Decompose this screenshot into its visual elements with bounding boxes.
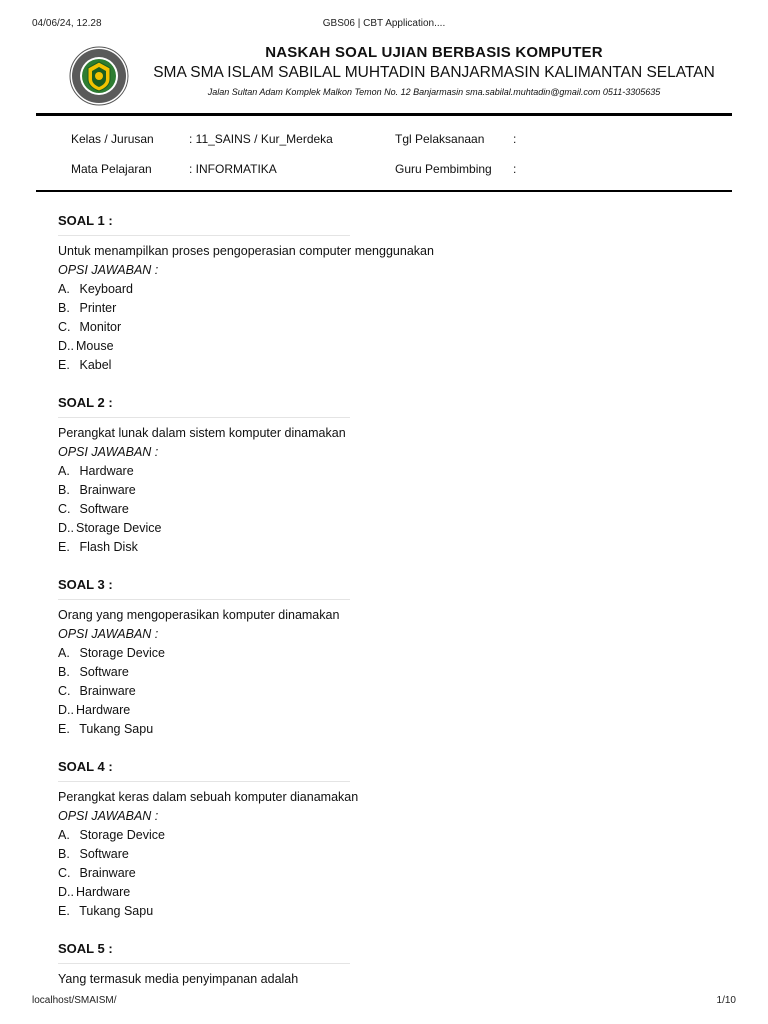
option-letter: C. xyxy=(58,684,71,698)
guru-value: : xyxy=(513,162,517,176)
school-emblem-icon xyxy=(69,46,129,106)
option-text: Monitor xyxy=(79,320,122,334)
question-block xyxy=(58,939,718,989)
question-divider xyxy=(58,599,350,600)
option-letter: C. xyxy=(58,320,71,334)
option-text: Brainware xyxy=(79,866,136,880)
option-text: Flash Disk xyxy=(79,540,138,554)
print-page-number: 1/10 xyxy=(716,995,736,1006)
option-text: Hardware xyxy=(79,464,134,478)
option-letter: E. xyxy=(58,358,70,372)
question-divider xyxy=(58,781,350,782)
option-letter: C. xyxy=(58,502,71,516)
answer-option xyxy=(58,663,718,682)
answer-option xyxy=(58,337,718,356)
print-url: localhost/SMAISM/ xyxy=(32,995,117,1006)
answer-option xyxy=(58,864,718,883)
option-letter: A. xyxy=(58,828,70,842)
option-text: Hardware xyxy=(76,703,131,717)
question-number: SOAL 5 : xyxy=(58,941,113,956)
question-divider xyxy=(58,235,350,236)
option-text: Hardware xyxy=(76,885,131,899)
option-letter: C. xyxy=(58,866,71,880)
option-text: Brainware xyxy=(79,684,136,698)
header-divider xyxy=(36,113,732,116)
answer-options-label: OPSI JAWABAN : xyxy=(58,627,159,641)
print-date: 04/06/24, 12.28 xyxy=(32,18,102,29)
question-block xyxy=(58,211,718,375)
option-text: Storage Device xyxy=(76,521,162,535)
option-letter: E. xyxy=(58,722,70,736)
option-text: Tukang Sapu xyxy=(79,904,154,918)
option-letter: B. xyxy=(58,301,70,315)
question-block xyxy=(58,757,718,921)
school-address: Jalan Sultan Adam Komplek Malkon Temon No. 12 Banjarmasin sma.sabilal.muhtadin@gmail.com 0511-3305635 xyxy=(207,87,661,97)
answer-option xyxy=(58,519,718,538)
question-text: Perangkat keras dalam sebuah komputer dianamakan xyxy=(58,790,359,804)
answer-option xyxy=(58,701,718,720)
option-letter: E. xyxy=(58,904,70,918)
option-letter: D.. xyxy=(58,885,74,899)
answer-option xyxy=(58,356,718,375)
option-text: Keyboard xyxy=(79,282,133,296)
print-page-title: GBS06 | CBT Application.... xyxy=(322,18,446,29)
question-number: SOAL 1 : xyxy=(58,213,113,228)
option-text: Mouse xyxy=(76,339,114,353)
kelas-value: : 11_SAINS / Kur_Merdeka xyxy=(189,132,333,146)
question-divider xyxy=(58,963,350,964)
option-text: Software xyxy=(79,847,129,861)
option-letter: D.. xyxy=(58,703,74,717)
question-number: SOAL 3 : xyxy=(58,577,113,592)
answer-options-label: OPSI JAWABAN : xyxy=(58,809,159,823)
option-text: Printer xyxy=(79,301,117,315)
school-name: SMA SMA ISLAM SABILAL MUHTADIN BANJARMASIN KALIMANTAN SELATAN xyxy=(153,64,715,81)
meta-divider xyxy=(36,190,732,192)
mapel-label: Mata Pelajaran xyxy=(71,162,152,176)
option-letter: A. xyxy=(58,282,70,296)
answer-option xyxy=(58,902,718,921)
answer-option xyxy=(58,538,718,557)
option-text: Tukang Sapu xyxy=(79,722,154,736)
tgl-value: : xyxy=(513,132,517,146)
school-logo xyxy=(69,46,129,106)
option-letter: D.. xyxy=(58,521,74,535)
question-list xyxy=(58,211,718,989)
answer-option xyxy=(58,682,718,701)
answer-option xyxy=(58,280,718,299)
option-letter: D.. xyxy=(58,339,74,353)
answer-option xyxy=(58,883,718,902)
question-text: Perangkat lunak dalam sistem komputer dinamakan xyxy=(58,426,346,440)
question-block xyxy=(58,393,718,557)
question-number: SOAL 4 : xyxy=(58,759,113,774)
answer-option xyxy=(58,299,718,318)
option-text: Kabel xyxy=(79,358,112,372)
tgl-label: Tgl Pelaksanaan xyxy=(395,132,485,146)
option-letter: A. xyxy=(58,646,70,660)
option-text: Brainware xyxy=(79,483,136,497)
document-title: NASKAH SOAL UJIAN BERBASIS KOMPUTER xyxy=(265,44,603,61)
answer-options-label: OPSI JAWABAN : xyxy=(58,263,159,277)
question-number: SOAL 2 : xyxy=(58,395,113,410)
answer-option xyxy=(58,826,718,845)
answer-option xyxy=(58,644,718,663)
answer-option xyxy=(58,500,718,519)
guru-label: Guru Pembimbing xyxy=(395,162,492,176)
answer-option xyxy=(58,720,718,739)
mapel-value: : INFORMATIKA xyxy=(189,162,277,176)
kelas-label: Kelas / Jurusan xyxy=(71,132,154,146)
question-text: Orang yang mengoperasikan komputer dinamakan xyxy=(58,608,340,622)
answer-option xyxy=(58,845,718,864)
option-letter: B. xyxy=(58,665,70,679)
option-text: Storage Device xyxy=(79,646,165,660)
question-text: Yang termasuk media penyimpanan adalah xyxy=(58,972,299,986)
question-text: Untuk menampilkan proses pengoperasian computer menggunakan xyxy=(58,244,434,258)
option-letter: B. xyxy=(58,483,70,497)
option-letter: E. xyxy=(58,540,70,554)
option-text: Storage Device xyxy=(79,828,165,842)
question-block xyxy=(58,575,718,739)
answer-options-label: OPSI JAWABAN : xyxy=(58,445,159,459)
answer-option xyxy=(58,462,718,481)
option-text: Software xyxy=(79,502,129,516)
answer-option xyxy=(58,481,718,500)
answer-option xyxy=(58,318,718,337)
option-letter: A. xyxy=(58,464,70,478)
question-divider xyxy=(58,417,350,418)
option-letter: B. xyxy=(58,847,70,861)
letterhead xyxy=(140,44,728,97)
option-text: Software xyxy=(79,665,129,679)
